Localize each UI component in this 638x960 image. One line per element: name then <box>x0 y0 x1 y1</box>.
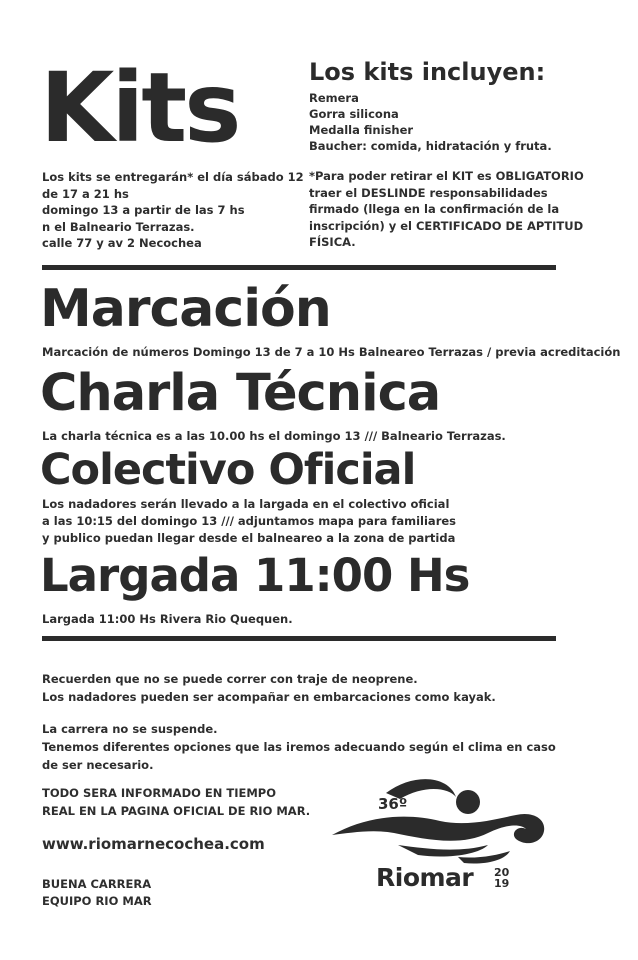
closing-line: BUENA CARRERA <box>42 877 152 891</box>
marcacion-text: Marcación de números Domingo 13 de 7 a 10 Hs Balneareo Terrazas / previa acreditación <box>42 345 621 359</box>
kits-note-line: FÍSICA. <box>309 235 356 249</box>
kits-include-item: Gorra silicona <box>309 107 399 121</box>
riomar-logo <box>328 775 553 900</box>
year-bottom: 19 <box>494 877 510 890</box>
charla-title: Charla Técnica <box>40 364 441 423</box>
kits-requirements-note <box>309 168 584 251</box>
weather-line: Tenemos diferentes opciones que las iremos adecuando según el clima en caso <box>42 740 556 754</box>
kits-delivery-line: domingo 13 a partir de las 7 hs <box>42 203 245 217</box>
kits-includes-title: Los kits incluyen: <box>309 58 546 86</box>
neoprene-line: Recuerden que no se puede correr con traje de neoprene. <box>42 672 418 686</box>
kits-include-item: Remera <box>309 91 359 105</box>
kits-includes-list <box>309 90 552 154</box>
kits-delivery-info <box>42 169 304 252</box>
kits-title: Kits <box>40 52 239 164</box>
colectivo-title: Colectivo Oficial <box>40 445 416 495</box>
weather-line: La carrera no se suspende. <box>42 722 218 736</box>
edition-label: 36º <box>378 795 408 813</box>
kits-delivery-line: de 17 a 21 hs <box>42 186 129 201</box>
official-line: TODO SERA INFORMADO EN TIEMPO <box>42 786 277 800</box>
divider-bottom <box>42 636 556 641</box>
largada-text: Largada 11:00 Hs Rivera Rio Quequen. <box>42 612 293 626</box>
colectivo-line: y publico puedan llegar desde el balneareo a la zona de partida <box>42 531 456 545</box>
year-top: 20 <box>494 866 510 879</box>
kits-include-item: Medalla finisher <box>309 123 414 137</box>
weather-line: de ser necesario. <box>42 758 154 772</box>
official-line: REAL EN LA PAGINA OFICIAL DE RIO MAR. <box>42 804 311 818</box>
neoprene-line: Los nadadores pueden ser acompañar en embarcaciones como kayak. <box>42 690 496 704</box>
kits-note-line: traer el DESLINDE responsabilidades <box>309 185 548 200</box>
largada-title: Largada 11:00 Hs <box>40 549 470 602</box>
kits-note-line: inscripción) y el CERTIFICADO DE APTITUD <box>309 218 584 233</box>
kits-note-line: firmado (llega en la confirmación de la <box>309 202 560 216</box>
kits-delivery-line: calle 77 y av 2 Necochea <box>42 236 202 250</box>
riomar-wordmark: Riomar <box>376 863 474 892</box>
marcacion-title: Marcación <box>40 279 331 339</box>
kits-delivery-line: n el Balneario Terrazas. <box>42 219 195 234</box>
kits-note-line: *Para poder retirar el KIT es OBLIGATORIO <box>309 169 584 183</box>
official-info <box>42 784 310 820</box>
charla-text: La charla técnica es a las 10.00 hs el domingo 13 /// Balneario Terrazas. <box>42 429 506 443</box>
closing-line: EQUIPO RIO MAR <box>42 894 152 908</box>
weather-info <box>42 720 556 774</box>
website-url: www.riomarnecochea.com <box>42 835 265 853</box>
kits-delivery-line: Los kits se entregarán* el día sábado 12 <box>42 170 304 184</box>
neoprene-info <box>42 670 496 706</box>
swimmer-wave-icon <box>328 775 553 865</box>
colectivo-line: a las 10:15 del domingo 13 /// adjuntamos mapa para familiares <box>42 514 457 528</box>
kits-include-item: Baucher: comida, hidratación y fruta. <box>309 139 552 153</box>
divider-top <box>42 265 556 270</box>
closing-text <box>42 876 152 910</box>
colectivo-text <box>42 496 456 547</box>
colectivo-line: Los nadadores serán llevado a la largada en el colectivo oficial <box>42 497 450 511</box>
